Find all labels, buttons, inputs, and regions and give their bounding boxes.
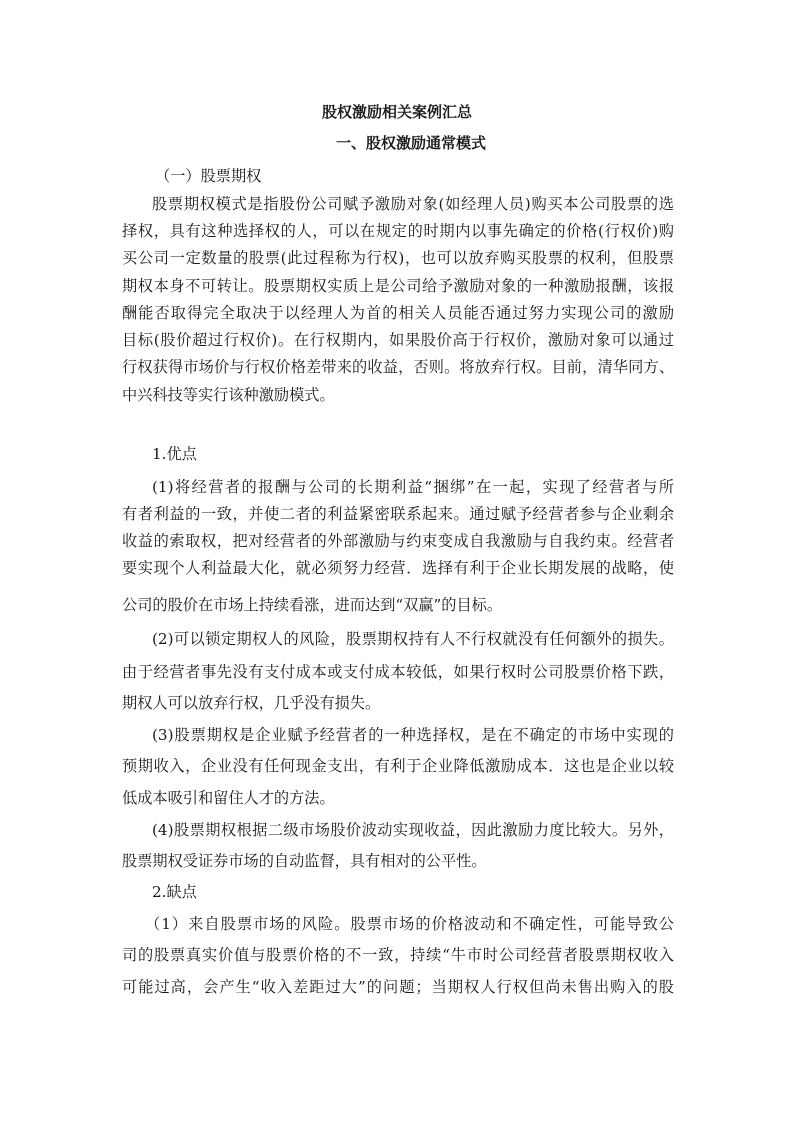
disadvantages-heading: 2.缺点 — [152, 883, 197, 901]
text-line: 酬能否取得完全取决于以经理人为首的相关人员能否通过努力实现公司的激励 — [122, 304, 674, 322]
text-line: 预期收入，企业没有任何现金支出，有利于企业降低激励成本．这也是企业以较 — [122, 757, 674, 775]
chapter-heading: 一、股权激励通常模式 — [336, 134, 487, 152]
text-line: 行权获得市场价与行权价格差带来的收益，否则。将放弃行权。目前，清华同方、 — [122, 358, 674, 376]
text-line: (1)将经营者的报酬与公司的长期利益“捆绑”在一起，实现了经营者与所 — [152, 478, 674, 496]
text-line: 股票期权模式是指股份公司赋予激励对象(如经理人员)购买本公司股票的选 — [152, 195, 674, 213]
text-line: (2)可以锁定期权人的风险，股票期权持有人不行权就没有任何额外的损失。 — [152, 630, 674, 648]
text-line: 由于经营者事先没有支付成本或支付成本较低，如果行权时公司股票价格下跌， — [122, 663, 674, 681]
text-line: 期权人可以放弃行权，几乎没有损失。 — [122, 694, 381, 712]
text-line: 中兴科技等实行该种激励模式。 — [122, 386, 335, 404]
text-line: 司的股票真实价值与股票价格的不一致，持续“牛市时公司经营者股票期权收入 — [122, 946, 674, 964]
text-line: 买公司一定数量的股票(此过程称为行权)，也可以放弃购买股票的权利，但股票 — [122, 249, 674, 267]
text-line: 目标(股价超过行权价)。在行权期内，如果股价高于行权价，激励对象可以通过 — [122, 331, 674, 349]
text-line: （1）来自股票市场的风险。股票市场的价格波动和不确定性，可能导致公 — [145, 915, 674, 933]
text-line: (4)股票期权根据二级市场股价波动实现收益，因此激励力度比较大。另外， — [152, 821, 674, 839]
advantages-heading: 1.优点 — [152, 445, 197, 463]
text-line: 公司的股价在市场上持续看涨，进而达到“双赢”的目标。 — [122, 596, 503, 614]
text-line: 股票期权受证券市场的自动监督，具有相对的公平性。 — [122, 852, 487, 870]
document-title: 股权激励相关案例汇总 — [321, 103, 472, 121]
text-line: (3)股票期权是企业赋予经营者的一种选择权，是在不确定的市场中实现的 — [152, 726, 674, 744]
text-line: 可能过高，会产生“收入差距过大”的问题；当期权人行权但尚未售出购入的股 — [122, 978, 674, 996]
section-heading: （一）股票期权 — [155, 167, 262, 185]
text-line: 低成本吸引和留住人才的方法。 — [122, 789, 335, 807]
text-line: 有者利益的一致，并使二者的利益紧密联系起来。通过赋予经营者参与企业剩余 — [122, 505, 674, 523]
text-line: 择权，具有这种选择权的人，可以在规定的时期内以事先确定的价格(行权价)购 — [122, 222, 674, 240]
text-line: 期权本身不可转让。股票期权实质上是公司给予激励对象的一种激励报酬，该报 — [122, 277, 674, 295]
text-line: 收益的索取权，把对经营者的外部激励与约束变成自我激励与自我约束。经营者 — [122, 532, 674, 550]
text-line: 要实现个人利益最大化，就必须努力经营．选择有利于企业长期发展的战略，使 — [122, 559, 674, 577]
